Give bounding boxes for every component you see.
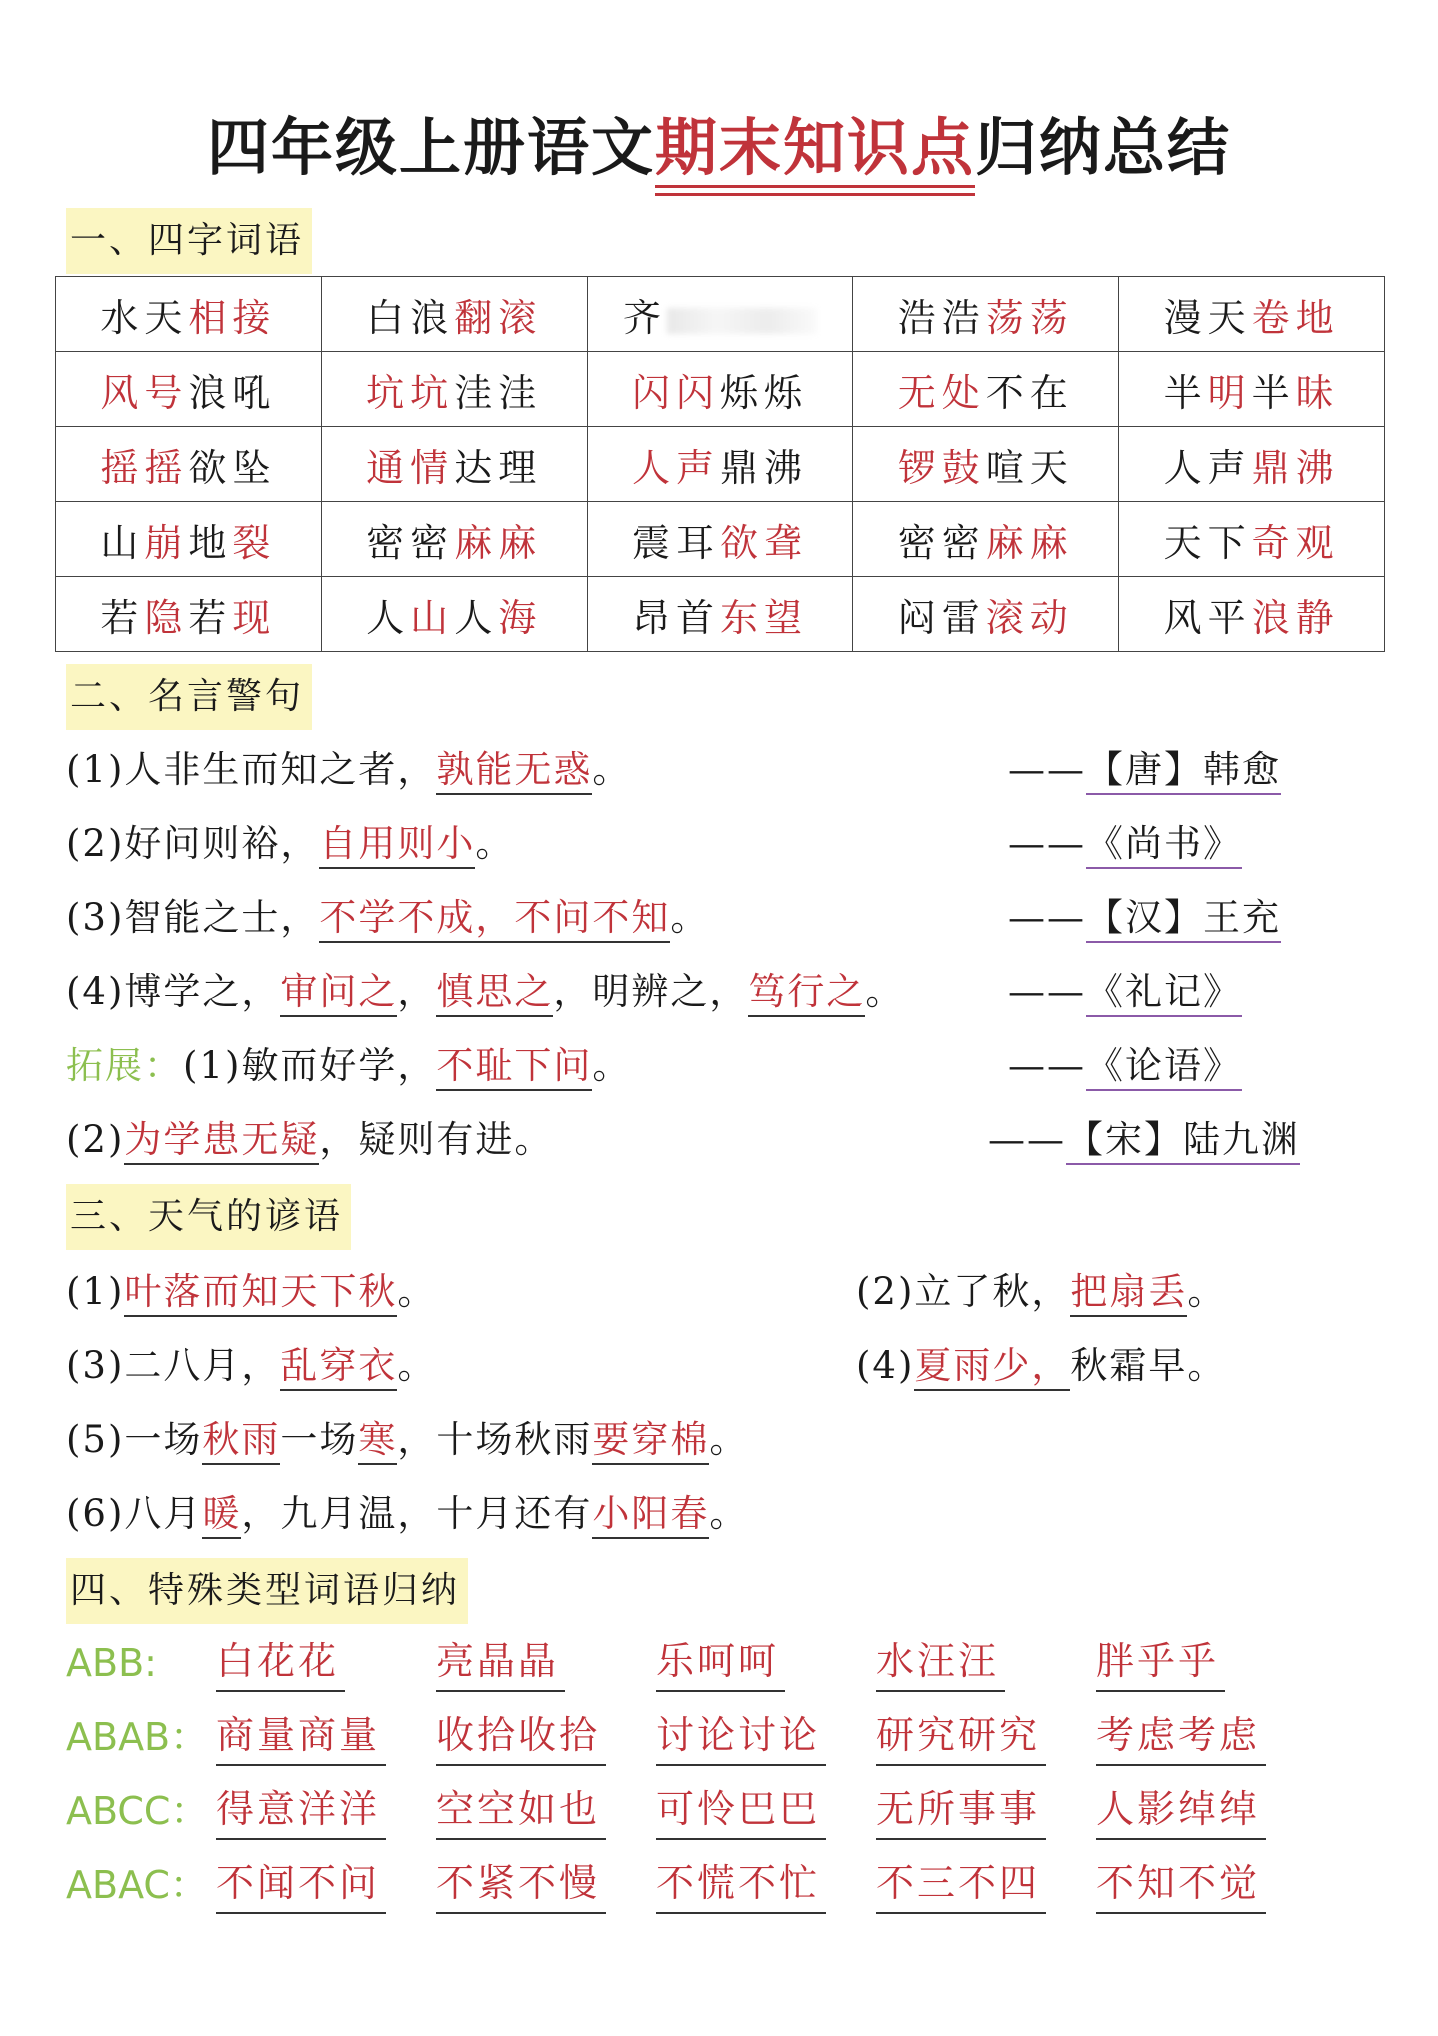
quote-source-3: ——【汉】王充 (1008, 888, 1281, 948)
idiom-part: 半 (1251, 370, 1296, 415)
saying-4: (4)夏雨少，秋霜早。 (856, 1336, 1226, 1396)
idiom-cell (853, 277, 1119, 352)
title-part-3: 归纳总结 (975, 111, 1232, 184)
idiom-part: 浪静 (1251, 595, 1340, 640)
idiom-part: 摇摇 (100, 445, 189, 490)
word-type-word: 研究研究 (876, 1706, 1046, 1766)
word-type-word: 乐呵呵 (656, 1632, 785, 1692)
idiom-cell (1119, 577, 1385, 652)
idiom-part: 地 (188, 520, 233, 565)
idiom-row (56, 502, 1385, 577)
quote-source-5: ——《论语》 (1008, 1036, 1242, 1096)
idiom-cell (1119, 277, 1385, 352)
idiom-table (55, 276, 1385, 652)
word-type-word: 不三不四 (876, 1854, 1046, 1914)
quote-source-6: ——【宋】陆九渊 (988, 1110, 1300, 1170)
idiom-part: 隐 (144, 595, 189, 640)
saying-2: (2)立了秋，把扇丢。 (856, 1262, 1226, 1322)
idiom-cell (56, 352, 322, 427)
idiom-cell (853, 577, 1119, 652)
word-type-word: 不闻不问 (216, 1854, 386, 1914)
idiom-part: 白浪 (366, 295, 455, 340)
idiom-part: 滚动 (985, 595, 1074, 640)
idiom-part: 卷地 (1251, 295, 1340, 340)
idiom-part: 昧 (1295, 370, 1340, 415)
idiom-cell (587, 427, 853, 502)
saying-5: (5)一场秋雨一场寒，十场秋雨要穿棉。 (66, 1410, 748, 1470)
idiom-cell (587, 352, 853, 427)
idiom-cell (587, 277, 853, 352)
word-type-row (66, 1706, 1396, 1768)
idiom-part: 山 (100, 520, 145, 565)
idiom-part: 麻麻 (985, 520, 1074, 565)
idiom-part: 鼎沸 (719, 445, 808, 490)
idiom-part: 达理 (454, 445, 543, 490)
word-type-word: 人影绰绰 (1096, 1780, 1266, 1840)
word-type-row (66, 1780, 1396, 1842)
quote-line-3: (3)智能之士，不学不成，不问不知。 (66, 888, 709, 948)
redacted-blur (667, 308, 817, 334)
idiom-part: 风平 (1163, 595, 1252, 640)
idiom-cell (1119, 352, 1385, 427)
word-type-row (66, 1854, 1396, 1916)
quote-line-1: (1)人非生而知之者，孰能无惑。 (66, 740, 631, 800)
idiom-cell (587, 577, 853, 652)
idiom-row (56, 427, 1385, 502)
quote-source-2: ——《尚书》 (1008, 814, 1242, 874)
word-type-label: ABB: (66, 1641, 157, 1685)
word-type-word: 得意洋洋 (216, 1780, 386, 1840)
quote-line-2: (2)好问则裕，自用则小。 (66, 814, 514, 874)
title-highlight: 期末知识点 (655, 111, 975, 188)
idiom-part: 水天 (100, 295, 189, 340)
idiom-part: 坑坑 (366, 370, 455, 415)
idiom-part: 天下 (1163, 520, 1252, 565)
word-type-word: 水汪汪 (876, 1632, 1005, 1692)
quote-line-5: 拓展：(1)敏而好学，不耻下问。 (66, 1036, 631, 1096)
saying-1: (1)叶落而知天下秋。 (66, 1262, 436, 1322)
idiom-part: 山 (410, 595, 455, 640)
quote-source-4: ——《礼记》 (1008, 962, 1242, 1022)
idiom-part: 漫天 (1163, 295, 1252, 340)
word-type-word: 空空如也 (436, 1780, 606, 1840)
idiom-cell (321, 352, 587, 427)
idiom-cell (321, 277, 587, 352)
idiom-part: 若 (100, 595, 145, 640)
quote-line-4: (4)博学之，审问之，慎思之，明辨之，笃行之。 (66, 962, 904, 1022)
word-type-label: ABCC： (66, 1789, 209, 1833)
word-type-word: 亮晶晶 (436, 1632, 565, 1692)
idiom-cell (1119, 502, 1385, 577)
idiom-part: 密密 (366, 520, 455, 565)
idiom-part: 奇观 (1251, 520, 1340, 565)
idiom-part: 人声 (1163, 445, 1252, 490)
word-type-label: ABAB： (66, 1715, 209, 1759)
idiom-cell (56, 427, 322, 502)
idiom-part: 烁烁 (719, 370, 808, 415)
idiom-part: 通情 (366, 445, 455, 490)
idiom-cell (321, 502, 587, 577)
idiom-part: 风号 (100, 370, 189, 415)
word-type-word: 不紧不慢 (436, 1854, 606, 1914)
idiom-part: 若 (188, 595, 233, 640)
idiom-part: 现 (232, 595, 277, 640)
idiom-part: 半 (1163, 370, 1208, 415)
page-title (0, 108, 1438, 188)
idiom-part: 裂 (232, 520, 277, 565)
saying-3: (3)二八月，乱穿衣。 (66, 1336, 436, 1396)
title-part-1: 四年级上册语文 (206, 111, 655, 184)
word-type-word: 商量商量 (216, 1706, 386, 1766)
idiom-part: 震耳 (631, 520, 720, 565)
idiom-cell (56, 577, 322, 652)
idiom-part: 明 (1207, 370, 1252, 415)
idiom-cell (321, 427, 587, 502)
idiom-cell (853, 352, 1119, 427)
saying-6: (6)八月暖，九月温，十月还有小阳春。 (66, 1484, 748, 1544)
idiom-part: 荡荡 (985, 295, 1074, 340)
idiom-cell (56, 277, 322, 352)
idiom-part: 东望 (719, 595, 808, 640)
idiom-part: 不在 (985, 370, 1074, 415)
idiom-cell (56, 502, 322, 577)
idiom-row (56, 577, 1385, 652)
word-type-word: 可怜巴巴 (656, 1780, 826, 1840)
quote-line-6: (2)为学患无疑，疑则有进。 (66, 1110, 553, 1170)
idiom-row (56, 277, 1385, 352)
word-type-word: 白花花 (216, 1632, 345, 1692)
idiom-part: 相接 (188, 295, 277, 340)
idiom-part: 无处 (897, 370, 986, 415)
idiom-cell (853, 427, 1119, 502)
idiom-part: 海 (498, 595, 543, 640)
idiom-part: 闪闪 (631, 370, 720, 415)
word-type-word: 不慌不忙 (656, 1854, 826, 1914)
word-type-word: 考虑考虑 (1096, 1706, 1266, 1766)
idiom-part: 浪吼 (188, 370, 277, 415)
idiom-part: 喧天 (985, 445, 1074, 490)
word-type-word: 收拾收拾 (436, 1706, 606, 1766)
idiom-cell (1119, 427, 1385, 502)
section-heading-quotes: 二、名言警句 (66, 664, 312, 730)
word-type-row (66, 1632, 1396, 1694)
section-heading-idioms: 一、四字词语 (66, 208, 312, 274)
word-type-label: ABAC： (66, 1863, 208, 1907)
idiom-part: 欲坠 (188, 445, 277, 490)
idiom-part: 浩浩 (897, 295, 986, 340)
idiom-part: 人 (366, 595, 411, 640)
word-type-word: 无所事事 (876, 1780, 1046, 1840)
idiom-part: 闷雷 (897, 595, 986, 640)
idiom-part: 翻滚 (454, 295, 543, 340)
idiom-part: 崩 (144, 520, 189, 565)
idiom-part: 密密 (897, 520, 986, 565)
idiom-cell (853, 502, 1119, 577)
quote-source-1: ——【唐】韩愈 (1008, 740, 1281, 800)
idiom-part: 昂首 (631, 595, 720, 640)
word-type-word: 不知不觉 (1096, 1854, 1266, 1914)
section-heading-word-types: 四、特殊类型词语归纳 (66, 1558, 468, 1624)
idiom-part: 鼎沸 (1251, 445, 1340, 490)
idiom-part: 欲聋 (719, 520, 808, 565)
idiom-part: 麻麻 (454, 520, 543, 565)
word-type-word: 胖乎乎 (1096, 1632, 1225, 1692)
idiom-part: 人声 (631, 445, 720, 490)
idiom-part: 齐 (622, 295, 667, 340)
idiom-row (56, 352, 1385, 427)
idiom-cell (321, 577, 587, 652)
idiom-cell (587, 502, 853, 577)
idiom-part: 洼洼 (454, 370, 543, 415)
word-type-word: 讨论讨论 (656, 1706, 826, 1766)
section-heading-sayings: 三、天气的谚语 (66, 1184, 351, 1250)
idiom-part: 人 (454, 595, 499, 640)
idiom-part: 锣鼓 (897, 445, 986, 490)
